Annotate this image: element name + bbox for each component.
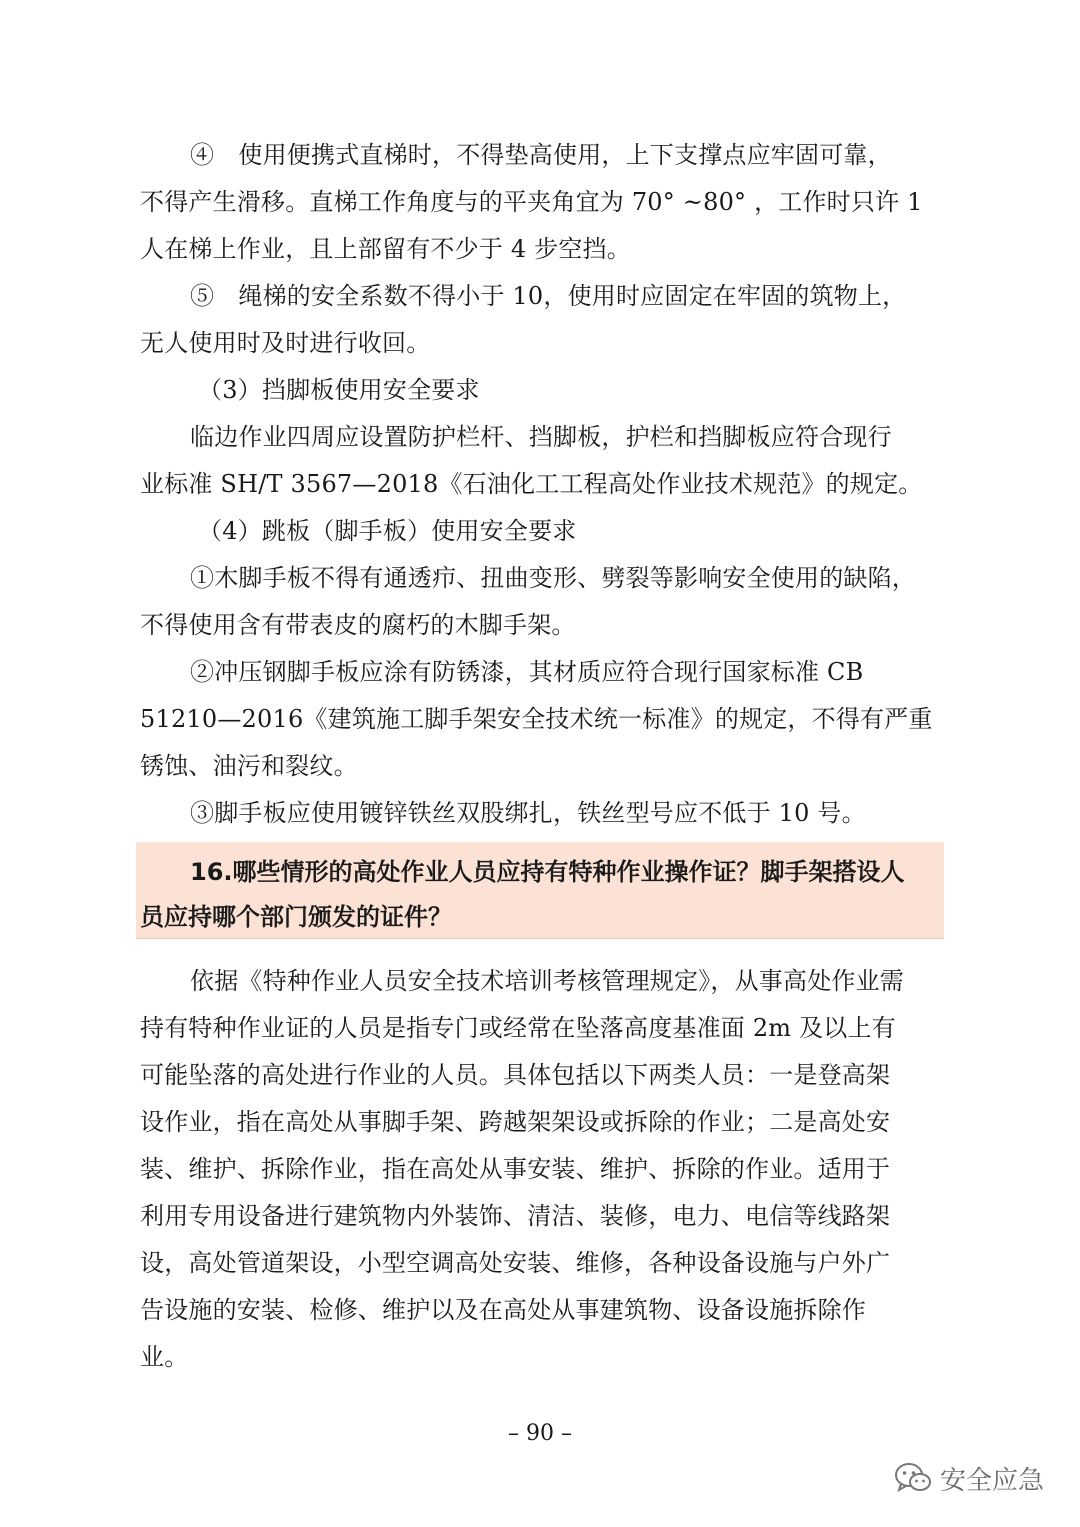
answer-line: 业。 <box>140 1343 189 1371</box>
watermark-text: 安全应急 <box>939 1465 1044 1496</box>
watermark <box>894 1458 1044 1498</box>
text-line: 人在梯上作业，且上部留有不少于 4 步空挡。 <box>140 235 631 263</box>
text-line: 临边作业四周应设置防护栏杆、挡脚板，护栏和挡脚板应符合现行 <box>190 423 892 451</box>
section-heading: （4）跳板（脚手板）使用安全要求 <box>198 517 577 545</box>
answer-line: 设，高处管道架设，小型空调高处安装、维修，各种设备设施与户外广 <box>140 1249 891 1277</box>
text-line: 51210—2016《建筑施工脚手架安全技术统一标准》的规定，不得有严重 <box>140 705 933 733</box>
answer-line: 告设施的安装、检修、维护以及在高处从事建筑物、设备设施拆除作 <box>140 1296 866 1324</box>
question-heading-line: 员应持哪个部门颁发的证件？ <box>140 903 452 931</box>
text-line: ④ 使用便携式直梯时，不得垫高使用，上下支撑点应牢固可靠， <box>190 141 892 169</box>
question-heading-line: 16.哪些情形的高处作业人员应持有特种作业操作证？脚手架搭设人 <box>190 858 905 886</box>
answer-line: 利用专用设备进行建筑物内外装饰、清洁、装修，电力、电信等线路架 <box>140 1202 891 1230</box>
text-line: ③脚手板应使用镀锌铁丝双股绑扎，铁丝型号应不低于 10 号。 <box>190 799 866 827</box>
text-line: 无人使用时及时进行收回。 <box>140 329 431 357</box>
text-line: ①木脚手板不得有通透疖、扭曲变形、劈裂等影响安全使用的缺陷， <box>190 564 916 592</box>
text-line: 不得产生滑移。直梯工作角度与的平夹角宜为 70° ~80° ，工作时只许 1 <box>140 188 923 216</box>
answer-line: 可能坠落的高处进行作业的人员。具体包括以下两类人员：一是登高架 <box>140 1061 891 1089</box>
answer-line: 装、维护、拆除作业，指在高处从事安装、维护、拆除的作业。适用于 <box>140 1155 891 1183</box>
text-line: ②冲压钢脚手板应涂有防锈漆，其材质应符合现行国家标准 CB <box>190 658 864 686</box>
section-heading: （3）挡脚板使用安全要求 <box>198 376 480 404</box>
wechat-icon <box>894 1462 932 1494</box>
text-line: 锈蚀、油污和裂纹。 <box>140 752 358 780</box>
text-line: 不得使用含有带表皮的腐朽的木脚手架。 <box>140 611 576 639</box>
answer-line: 持有特种作业证的人员是指专门或经常在坠落高度基准面 2m 及以上有 <box>140 1014 896 1042</box>
answer-line: 依据《特种作业人员安全技术培训考核管理规定》，从事高处作业需 <box>190 967 904 995</box>
answer-line: 设作业，指在高处从事脚手架、跨越架架设或拆除的作业；二是高处安 <box>140 1108 891 1136</box>
text-line: ⑤ 绳梯的安全系数不得小于 10，使用时应固定在牢固的筑物上， <box>190 282 907 310</box>
text-line: 业标准 SH/T 3567—2018《石油化工工程高处作业技术规范》的规定。 <box>140 470 923 498</box>
page-number: – 90 – <box>508 1421 572 1446</box>
